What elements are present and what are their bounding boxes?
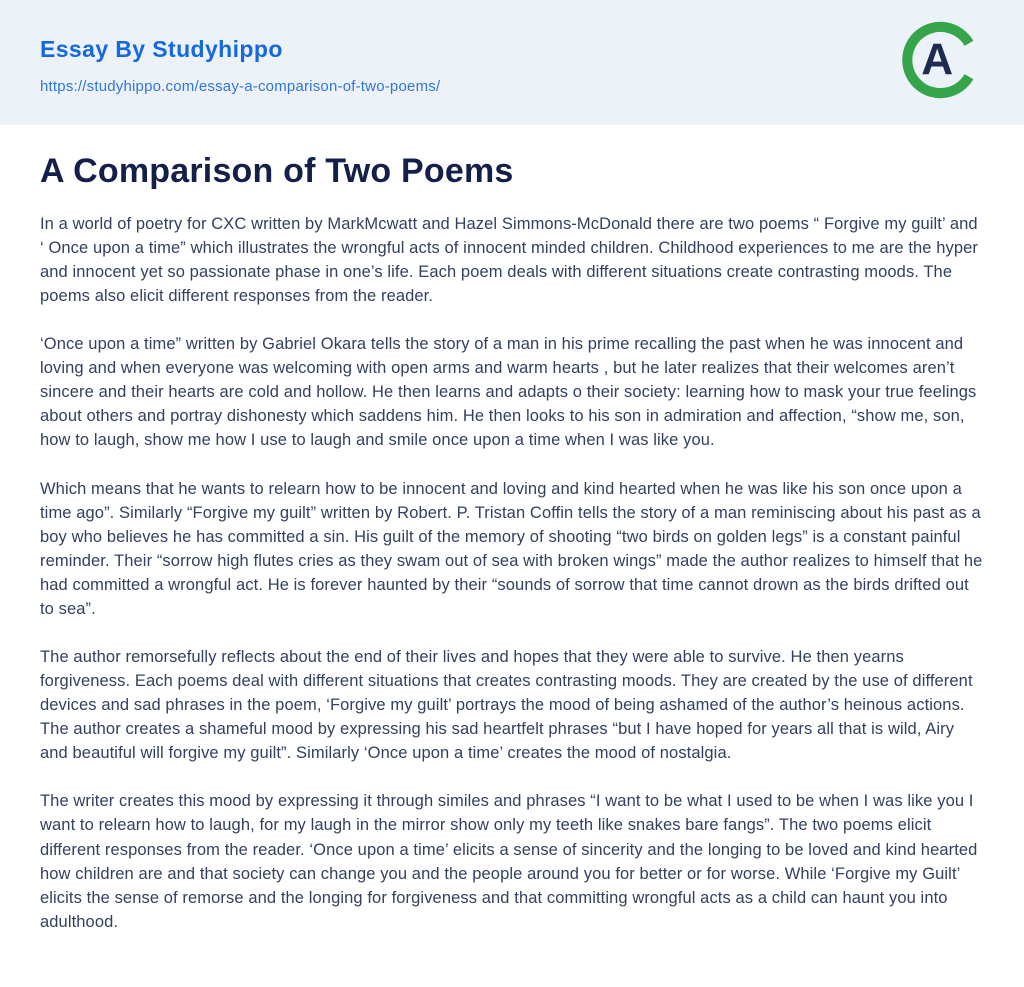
studyhippo-logo-icon[interactable] bbox=[894, 14, 986, 106]
article-content bbox=[0, 125, 1024, 982]
article-paragraph: Which means that he wants to relearn how to be innocent and loving and kind hearted when he was like his son once upon a time ago”. Similarly “Forgive my guilt” written by Robert. P. Tristan Coffin tells the story of a man reminiscing about his past as a boy who believes he has committed a sin. His guilt of the memory of shooting “two birds on golden legs” is a constant painful reminder. Their “sorrow high flutes cries as they swam out of sea with broken wings” made the author realizes to himself that he had committed a wrongful act. He is forever haunted by their “sounds of sorrow that time cannot drown as the birds drifted out to sea”. bbox=[40, 479, 983, 618]
article-paragraph: The writer creates this mood by expressing it through similes and phrases “I want to be what I used to be when I was like you I want to relearn how to laugh, for my laugh in the mirror show only my teeth like snakes bare fangs”. The two poems elicit different responses from the reader. ‘Once upon a time’ elicits a sense of sincerity and the longing to be loved and kind hearted how children are and that society can change you and the people around you for better or for worse. While ‘Forgive my Guilt’ elicits the sense of remorse and the longing for forgiveness and that committing wrongful acts as a child can haunt you into adulthood. bbox=[40, 792, 978, 931]
logo-circle-icon bbox=[894, 14, 986, 106]
article-paragraph: ‘Once upon a time” written by Gabriel Okara tells the story of a man in his prime recalling the past when he was innocent and loving and when everyone was welcoming with open arms and warm hearts , but he later realizes that their welcomes aren’t sincere and their hearts are cold and hollow. He then learns and adapts o their society: learning how to mask your true feelings about others and portray dishonesty which saddens him. He then looks to his son in admiration and affection, “show me, son, how to laugh, show me how I use to laugh and smile once upon a time when I was like you. bbox=[40, 335, 977, 450]
site-header bbox=[0, 0, 1024, 125]
article-body bbox=[40, 212, 984, 934]
article-paragraph: In a world of poetry for CXC written by MarkMcwatt and Hazel Simmons-McDonald there are two poems “ Forgive my guilt’ and ‘ Once upon a time” which illustrates the wrongful acts of innocent minded children. Childhood experiences to me are the hyper and innocent yet so passionate phase in one’s life. Each poem deals with different situations create contrasting moods. The poems also elicit different responses from the reader. bbox=[40, 214, 979, 306]
logo-letter: A bbox=[921, 35, 954, 85]
article-title: A Comparison of Two Poems bbox=[40, 152, 514, 190]
site-title: Essay By Studyhippo bbox=[40, 36, 283, 62]
page-url-link[interactable]: https://studyhippo.com/essay-a-comparison-of-two-poems/ bbox=[40, 77, 441, 95]
article-paragraph: The author remorsefully reflects about the end of their lives and hopes that they were able to survive. He then yearns forgiveness. Each poems deal with different situations that creates contrasting moods. They are created by the use of different devices and sad phrases in the poem, ‘Forgive my guilt’ portrays the mood of being ashamed of the author’s heinous actions. The author creates a shameful mood by expressing his sad heartfelt phrases “but I have hoped for years all that is wild, Airy and beautiful will forgive my guilt”. Similarly ‘Once upon a time’ creates the mood of nostalgia. bbox=[40, 647, 973, 763]
